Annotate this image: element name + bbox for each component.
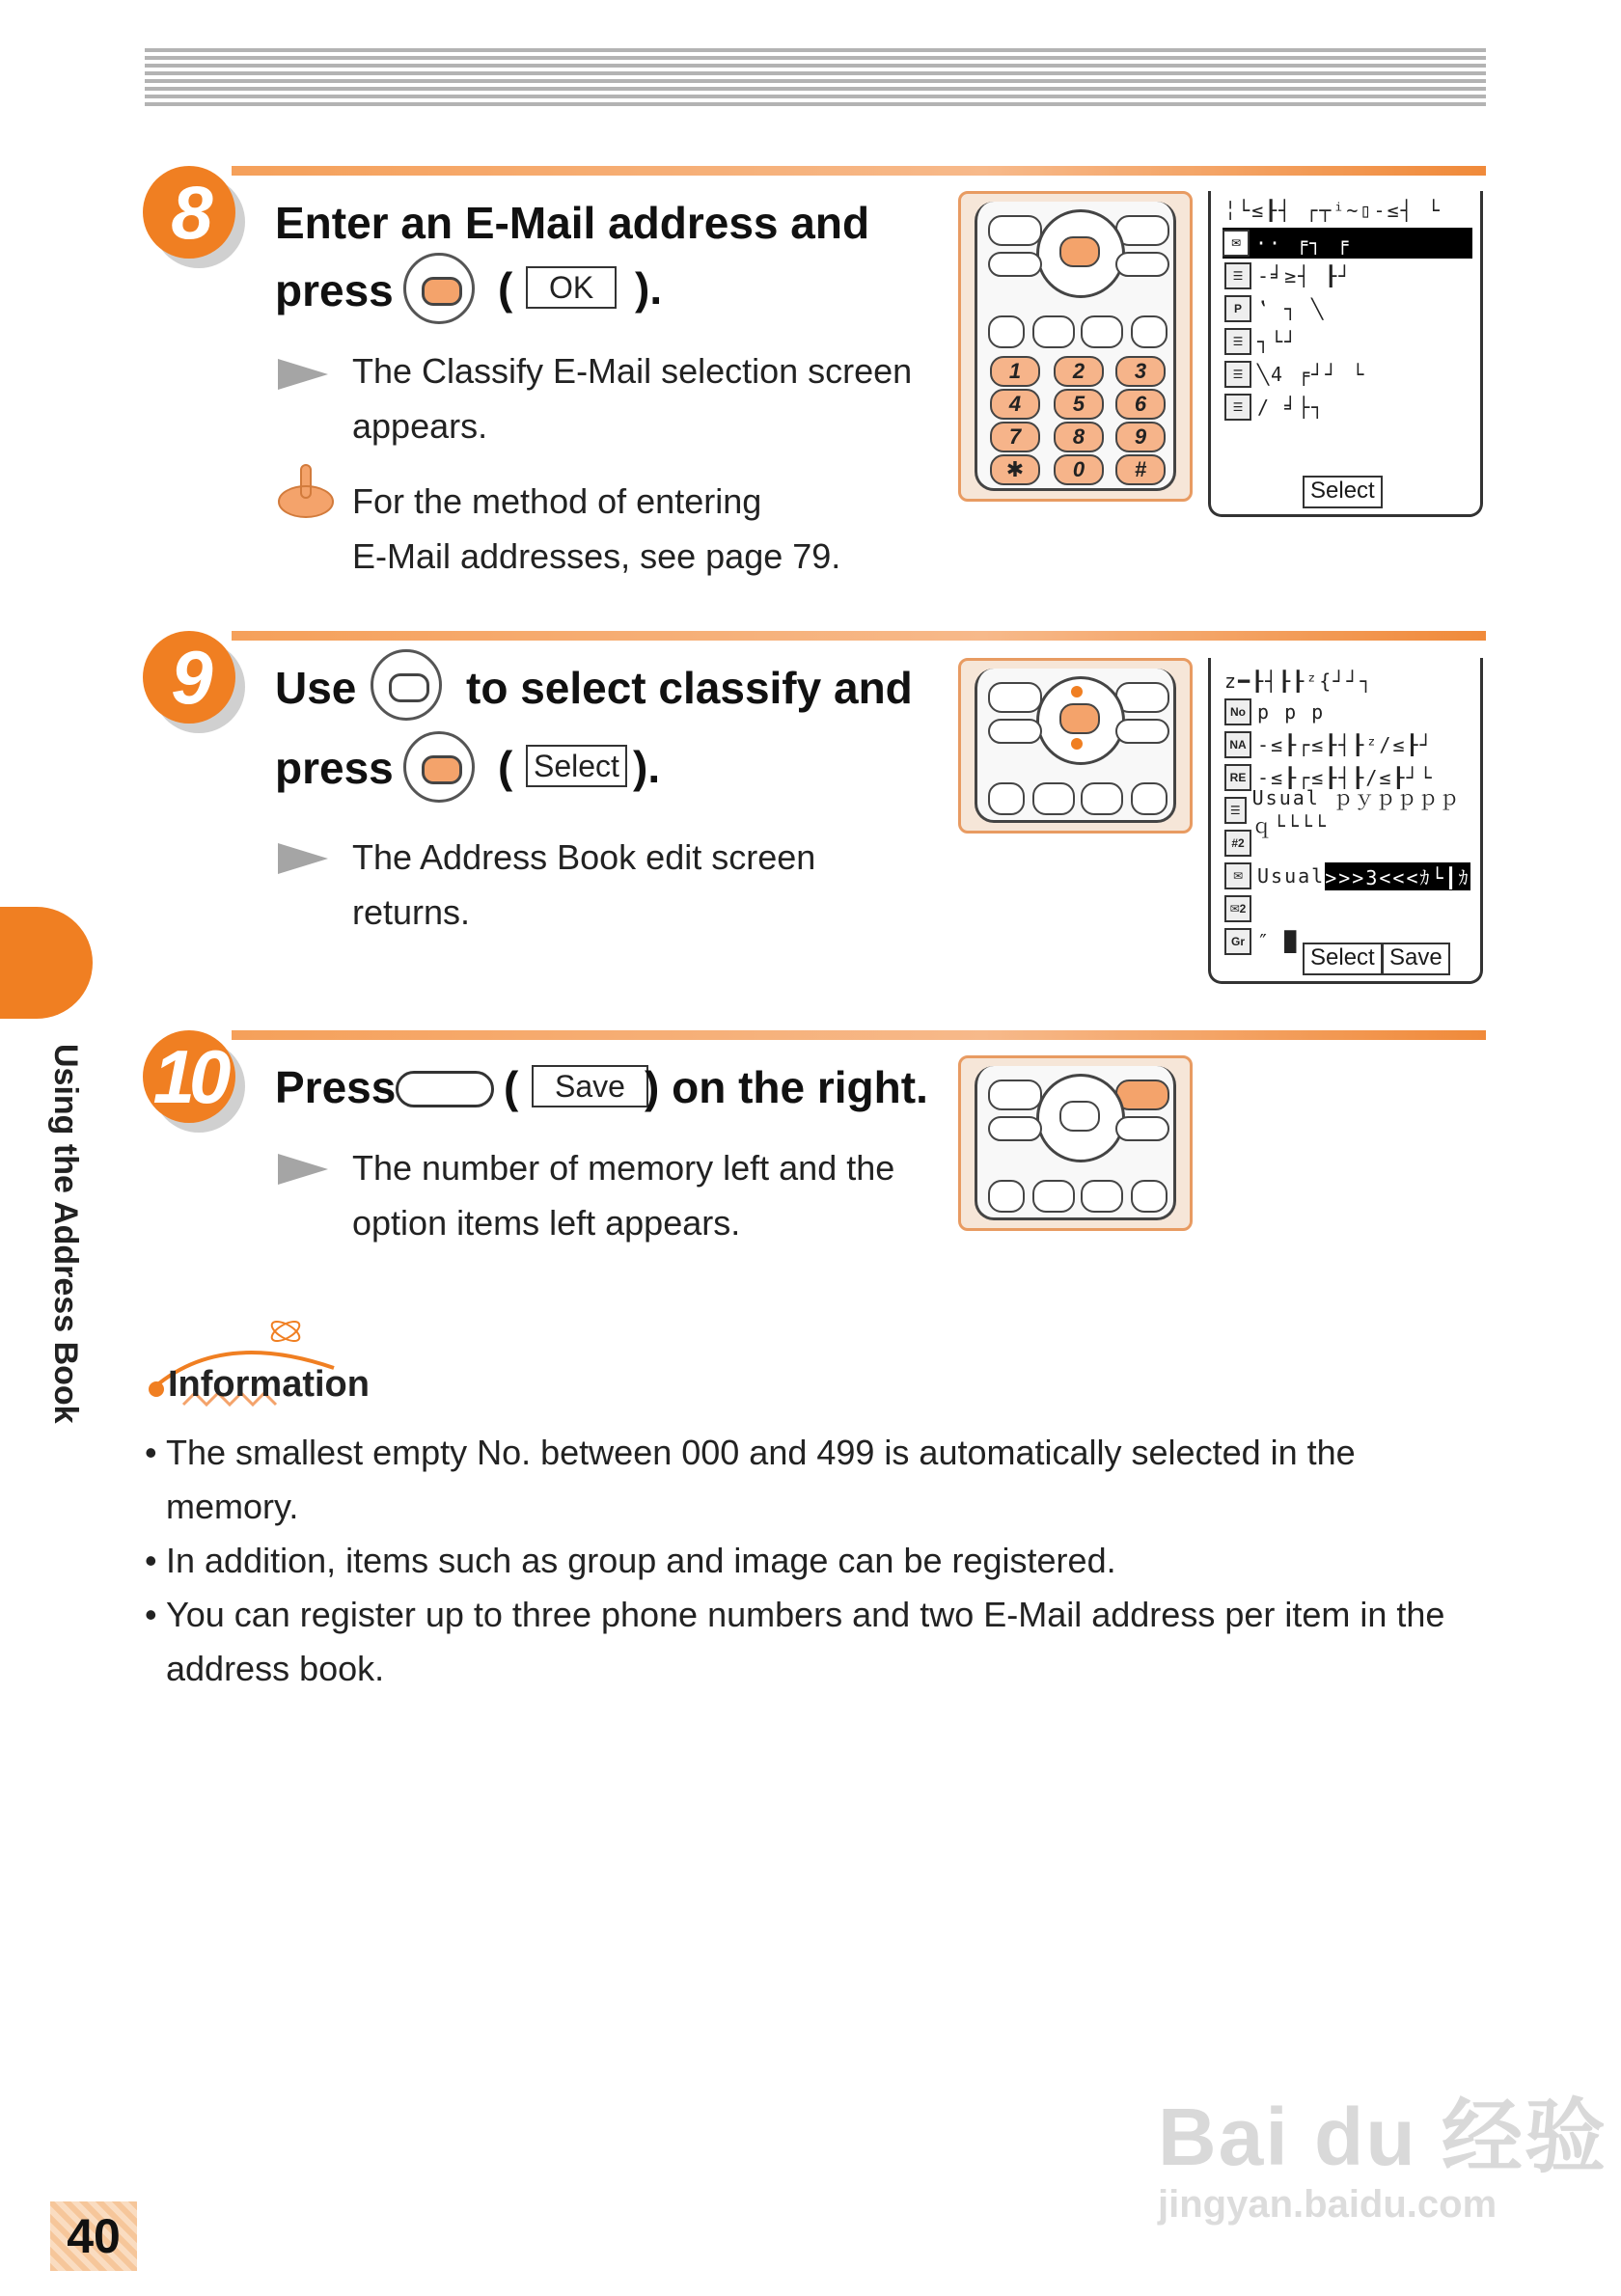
- step-8-heading-line2: press: [275, 265, 394, 315]
- top-stripes: [145, 48, 1486, 116]
- step-10-heading-press: Press: [275, 1062, 397, 1112]
- step-10-result: The number of memory left and the option items left appears.: [352, 1148, 895, 1243]
- step-9-heading-use: Use: [275, 663, 357, 713]
- info-item: • You can register up to three phone numbers and two E-Mail address per item in the: [145, 1588, 1496, 1642]
- information-list: [145, 1426, 1496, 1696]
- address-edit-screen: z━┠┤┠┠ᶻ{┘┘┐ No p p p NA -≤┠┌≤┠┤┠ᶻ/≤┠┘ RE -≤┠┌≤┠┤┠/≤┠┘└ ☰ Usual ｐｙｐｐｐｐｑ└└└└ #2 ✉ Usual >>>3<<<ｶ└┃ｶ ✉2 Gr ″ █ Select Save: [1208, 658, 1483, 984]
- step-10-heading-rest: ) on the right.: [645, 1062, 928, 1112]
- step-9-badge: 9: [143, 631, 239, 727]
- step-8-heading-line1: Enter an E-Mail address and: [275, 198, 870, 248]
- ok-softkey-label: OK: [526, 266, 617, 309]
- watermark: Bai du 经验 jingyan.baidu.com: [1158, 2091, 1608, 2226]
- result-arrow-icon: [278, 843, 328, 874]
- phone-nav-illustration: [958, 658, 1193, 834]
- paren-open: (: [498, 263, 513, 314]
- step-10-rule: [232, 1030, 1486, 1040]
- nav-key-icon: [403, 731, 475, 803]
- info-item: address book.: [166, 1649, 385, 1688]
- step-9-result: The Address Book edit screen returns.: [352, 837, 816, 932]
- info-item: • The smallest empty No. between 000 and 499 is automatically selected in the memory.: [145, 1426, 1496, 1534]
- step-8-result: The Classify E-Mail selection screen appears.: [352, 351, 913, 446]
- result-arrow-icon: [278, 359, 328, 390]
- paren-open: (: [498, 742, 513, 792]
- paren-close: ).: [633, 742, 661, 792]
- result-arrow-icon: [278, 1154, 328, 1185]
- phone-softkey-illustration: [958, 1055, 1193, 1231]
- classify-email-screen: ╎└≤┠┤ ┌┬ⁱ~▯-≤┤ └ ✉ ·· ╒┐ ╒ ☰ -╛≥┤ ┠┘ P ‛ ┐ ╲ ☰ ┐└┘ ☰ ╲4 ╒┘┘ └ ☰ / ╛├┐ Select: [1208, 191, 1483, 517]
- paren-open: (: [504, 1062, 519, 1112]
- nav-key-icon: [371, 649, 442, 721]
- info-item: • In addition, items such as group and image can be registered.: [145, 1534, 1496, 1588]
- step-9-rule: [232, 631, 1486, 641]
- paren-close: ).: [635, 263, 663, 314]
- step-10-badge: 10: [143, 1030, 239, 1127]
- select-softkey-label: Select: [526, 745, 627, 787]
- step-9-heading-rest: to select classify and: [466, 663, 913, 713]
- step-8-note: For the method of entering E-Mail addresses, see page 79.: [352, 481, 841, 576]
- right-softkey-icon: [396, 1071, 494, 1107]
- step-8-rule: [232, 166, 1486, 176]
- save-softkey-label: Save: [532, 1065, 648, 1107]
- page-number: 40: [50, 2201, 137, 2271]
- nav-key-icon: [403, 253, 475, 324]
- pointing-hand-icon: [276, 461, 336, 521]
- step-9-heading-line2: press: [275, 743, 394, 793]
- step-8-badge: 8: [143, 166, 239, 262]
- chapter-label: Using the Address Book: [47, 1044, 84, 1424]
- phone-keypad-illustration: 1 2 3 4 5 6 7 8 9 ✱ 0 #: [958, 191, 1193, 502]
- chapter-tab: [0, 907, 93, 1019]
- information-title: Information: [168, 1364, 370, 1405]
